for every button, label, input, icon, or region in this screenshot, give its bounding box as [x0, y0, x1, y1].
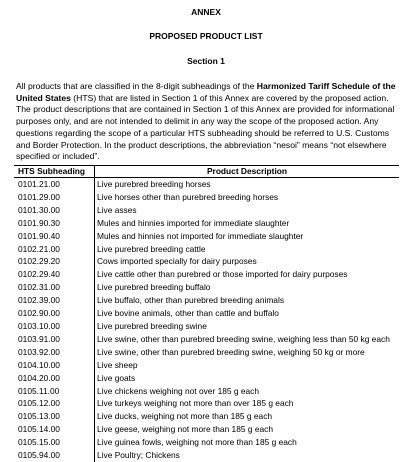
- description-cell: Live turkeys weighing not more than over 185 g each: [95, 397, 400, 410]
- table-row: [14, 449, 399, 462]
- description-cell: Live purebred breeding cattle: [95, 243, 400, 256]
- hts-code-cell: 0102.31.00: [18, 282, 60, 293]
- hts-code-cell: 0102.29.40: [18, 269, 60, 280]
- hts-code-cell: 0101.90.30: [18, 217, 60, 228]
- annex-heading: ANNEX: [191, 7, 221, 17]
- table-row: [14, 397, 399, 410]
- description-cell: Live swine, other than purebred breeding swine, weighing 50 kg or more: [95, 346, 400, 359]
- hts-code-cell: 0105.15.00: [18, 437, 60, 448]
- description-cell: Live purebred breeding buffalo: [95, 281, 400, 294]
- table-row: [14, 243, 399, 256]
- description-cell: Live ducks, weighing not more than 185 g each: [95, 410, 400, 423]
- hts-code-cell: 0104.10.00: [18, 359, 60, 370]
- table-header-row: [14, 166, 399, 178]
- table-row: [14, 410, 399, 423]
- description-cell: Mules and hinnies not imported for immediate slaughter: [95, 230, 400, 243]
- description-cell: Live swine, other than purebred breeding swine, weighing less than 50 kg each: [95, 333, 400, 346]
- hts-code-cell: 0102.90.00: [18, 308, 60, 319]
- table-row: [14, 346, 399, 359]
- table-row: [14, 385, 399, 398]
- table-row: [14, 281, 399, 294]
- hts-code-cell: 0103.92.00: [18, 346, 60, 357]
- description-cell: Live sheep: [95, 359, 400, 372]
- intro-text-start: All products that are classified in the 8-digit subheadings of the: [16, 81, 257, 91]
- hts-code-cell: 0103.10.00: [18, 320, 60, 331]
- description-cell: Live buffalo, other than purebred breeding animals: [95, 294, 400, 307]
- description-cell: Live purebred breeding horses: [95, 178, 400, 191]
- hts-code-cell: 0101.30.00: [18, 204, 60, 215]
- hts-code-cell: 0101.90.40: [18, 230, 60, 241]
- hts-code-cell: 0101.29.00: [18, 191, 60, 202]
- description-cell: Live cattle other than purebred or those imported for dairy purposes: [95, 268, 400, 281]
- hts-code-cell: 0102.21.00: [18, 243, 60, 254]
- table-row: [14, 333, 399, 346]
- hts-code-cell: 0105.13.00: [18, 411, 60, 422]
- table-row: [14, 230, 399, 243]
- intro-paragraph: [16, 81, 402, 163]
- description-cell: Live bovine animals, other than cattle and buffalo: [95, 307, 400, 320]
- column-header-description: Product Description: [95, 166, 400, 178]
- hts-code-cell: 0105.14.00: [18, 424, 60, 435]
- description-cell: Live Poultry; Chickens: [95, 449, 400, 462]
- document-title: PROPOSED PRODUCT LIST: [149, 31, 263, 41]
- table-row: [14, 359, 399, 372]
- table-body: [14, 178, 399, 462]
- description-cell: Live purebred breeding swine: [95, 320, 400, 333]
- description-cell: Mules and hinnies imported for immediate slaughter: [95, 217, 400, 230]
- product-table: [14, 165, 399, 462]
- table-row: [14, 255, 399, 268]
- table-row: [14, 294, 399, 307]
- table-row: [14, 191, 399, 204]
- table-row: [14, 204, 399, 217]
- description-cell: Cows imported specially for dairy purposes: [95, 255, 400, 268]
- intro-text-rest: (HTS) that are listed in Section 1 of this Annex are covered by the proposed action. The product descriptions that are contained in Section 1 of this Annex are provided for informational purposes only, and are not intended to delimit in any way the scope of the proposed action. Any questions regarding the scope of a particular HTS subheading should be referred to U.S. Customs and Border Protection. In the product descriptions, the abbreviation “nesoi” means “not elsewhere specified or included”.: [16, 92, 395, 162]
- table-row: [14, 436, 399, 449]
- column-header-hts: HTS Subheading: [14, 166, 95, 178]
- description-cell: Live chickens weighing not over 185 g each: [95, 385, 400, 398]
- table-row: [14, 268, 399, 281]
- section-heading: Section 1: [187, 56, 225, 66]
- hts-code-cell: 0103.91.00: [18, 333, 60, 344]
- description-cell: Live goats: [95, 372, 400, 385]
- table-row: [14, 372, 399, 385]
- hts-code-cell: 0105.11.00: [18, 385, 60, 396]
- hts-code-cell: 0102.29.20: [18, 256, 60, 267]
- table-row: [14, 217, 399, 230]
- table-row: [14, 307, 399, 320]
- hts-code-cell: 0104.20.00: [18, 372, 60, 383]
- description-cell: Live guinea fowls, weighing not more than 185 g each: [95, 436, 400, 449]
- table-row: [14, 320, 399, 333]
- table-row: [14, 423, 399, 436]
- hts-code-cell: 0101.21.00: [18, 179, 60, 189]
- description-cell: Live geese, weighing not more than 185 g each: [95, 423, 400, 436]
- table-row: [14, 178, 399, 191]
- hts-code-cell: 0105.12.00: [18, 398, 60, 409]
- intro-hts-title: Harmonized Tariff Schedule of the United States: [16, 81, 396, 103]
- description-cell: Live asses: [95, 204, 400, 217]
- hts-code-cell: 0105.94.00: [18, 450, 60, 461]
- hts-code-cell: 0102.39.00: [18, 295, 60, 306]
- description-cell: Live horses other than purebred breeding horses: [95, 191, 400, 204]
